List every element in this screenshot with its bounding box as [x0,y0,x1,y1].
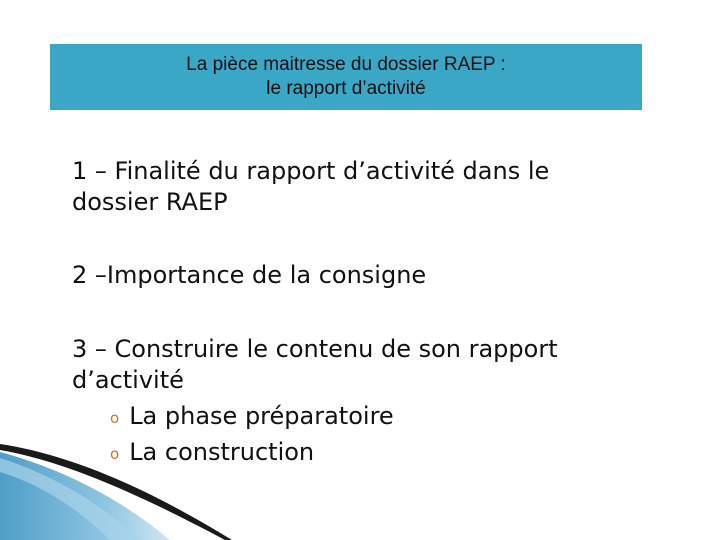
sub-item-1 [110,401,394,435]
circle-bullet-icon: o [110,445,120,463]
circle-bullet-icon: o [110,409,120,427]
bullet-item-1 [44,156,664,218]
bullet-text-2-line-1: 2 –Importance de la consigne [72,261,427,289]
slide-title-line-2: le rapport d’activité [266,78,426,99]
bullet-item-2 [44,260,664,291]
sub-item-2-text: La construction [129,438,315,466]
bullet-text-3-line-2: d’activité [72,366,184,394]
corner-swoosh-decoration [0,440,240,540]
bullet-text-3-line-1: 3 – Construire le contenu de son rapport [72,335,558,363]
slide-title-line-1: La pièce maitresse du dossier RAEP : [186,54,506,75]
sub-item-1-text: La phase préparatoire [129,402,394,430]
bullet-text-1-line-2: dossier RAEP [72,188,228,216]
bullet-text-1-line-1: 1 – Finalité du rapport d’activité dans le [72,157,550,185]
bullet-item-3 [44,334,664,396]
